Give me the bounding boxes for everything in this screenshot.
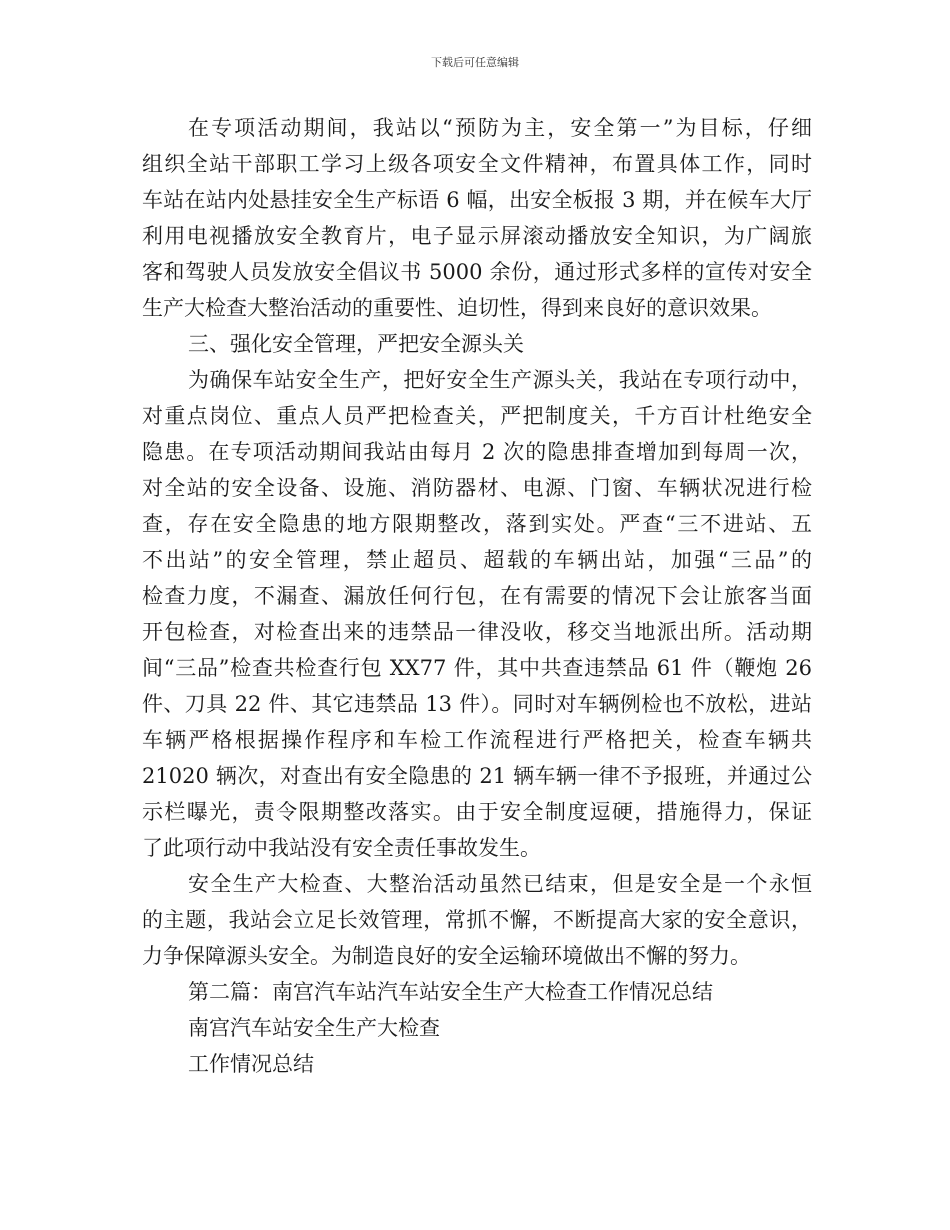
page-header: 下载后可任意编辑 — [431, 56, 519, 69]
text-line: 在专项活动期间，我站以“预防为主，安全第一”为目标，仔细 — [188, 116, 812, 140]
text-line: 车站在站内处悬挂安全生产标语 6 幅，出安全板报 3 期，并在候车大厅 — [142, 188, 812, 212]
text-line: 车辆严格根据操作程序和车检工作流程进行严格把关，检查车辆共 — [142, 728, 812, 752]
text-line: 生产大检查大整治活动的重要性、迫切性，得到来良好的意识效果。 — [142, 296, 772, 320]
text-line: 组织全站干部职工学习上级各项安全文件精神，布置具体工作，同时 — [142, 152, 812, 176]
text-line: 利用电视播放安全教育片，电子显示屏滚动播放安全知识，为广阔旅 — [142, 224, 812, 248]
text-line: 检查力度，不漏查、漏放任何行包，在有需要的情况下会让旅客当面 — [142, 584, 812, 608]
text-line: 的主题，我站会立足长效管理，常抓不懈，不断提高大家的安全意识， — [142, 908, 812, 932]
text-line: 隐患。在专项活动期间我站由每月 2 次的隐患排查增加到每周一次， — [142, 440, 812, 464]
text-line: 工作情况总结 — [188, 1052, 314, 1076]
text-line: 不出站”的安全管理，禁止超员、超载的车辆出站，加强“三品”的 — [142, 548, 812, 572]
text-line: 三、强化安全管理，严把安全源头关 — [188, 332, 524, 356]
text-line: 间“三品”检查共检查行包 XX77 件，其中共查违禁品 61 件（鞭炮 26 — [142, 656, 812, 680]
text-line: 件、刀具 22 件、其它违禁品 13 件）。同时对车辆例检也不放松，进站 — [142, 692, 812, 716]
text-line: 开包检查，对检查出来的违禁品一律没收，移交当地派出所。活动期 — [142, 620, 812, 644]
text-line: 第二篇：南宫汽车站汽车站安全生产大检查工作情况总结 — [188, 980, 713, 1004]
text-line: 客和驾驶人员发放安全倡议书 5000 余份，通过形式多样的宣传对安全 — [142, 260, 812, 284]
text-line: 安全生产大检查、大整治活动虽然已结束，但是安全是一个永恒 — [188, 872, 812, 896]
text-line: 示栏曝光，责令限期整改落实。由于安全制度逗硬，措施得力，保证 — [142, 800, 812, 824]
text-line: 对重点岗位、重点人员严把检查关，严把制度关，千方百计杜绝安全 — [142, 404, 812, 428]
text-line: 21020 辆次，对查出有安全隐患的 21 辆车辆一律不予报班，并通过公 — [142, 764, 812, 788]
text-line: 了此项行动中我站没有安全责任事故发生。 — [142, 836, 541, 860]
text-line: 南宫汽车站安全生产大检查 — [188, 1016, 440, 1040]
text-line: 对全站的安全设备、设施、消防器材、电源、门窗、车辆状况进行检 — [142, 476, 812, 500]
text-line: 力争保障源头安全。为制造良好的安全运输环境做出不懈的努力。 — [142, 944, 751, 968]
text-line: 为确保车站安全生产，把好安全生产源头关，我站在专项行动中， — [188, 368, 812, 392]
text-line: 查，存在安全隐患的地方限期整改，落到实处。严查“三不进站、五 — [142, 512, 812, 536]
document-body — [142, 110, 812, 1082]
